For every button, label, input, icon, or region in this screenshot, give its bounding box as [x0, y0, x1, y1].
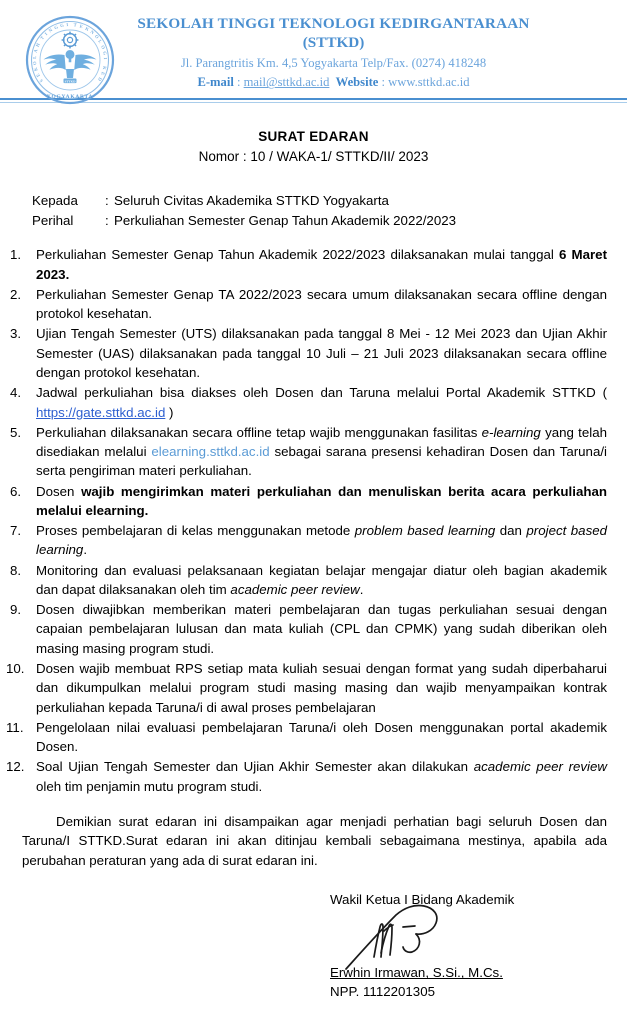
svg-text:G: G — [53, 24, 59, 31]
clause-text: Perkuliahan Semester Genap Tahun Akademik 2022/2023 dilaksanakan mulai tanggal — [36, 247, 559, 263]
svg-text:H: H — [34, 42, 41, 48]
clause-text: Perkuliahan Semester Genap TA 2022/2023 secara umum dilaksanakan secara offline dengan protokol kesehatan. — [36, 286, 607, 322]
svg-text:T: T — [39, 35, 46, 41]
svg-text:A: A — [32, 48, 39, 54]
meta-label: Perihal — [32, 213, 74, 229]
clause-item — [0, 659, 607, 717]
clause-text: Dosen — [36, 483, 82, 499]
document-number: Nomor : 10 / WAKA-1/ STTKD/II/ 2023 — [198, 149, 429, 164]
institution-name: SEKOLAH TINGGI TEKNOLOGI KEDIRGANTARAAN — [137, 15, 530, 32]
clause-text-italic: problem based learning — [354, 523, 496, 539]
email-value[interactable]: mail@sttkd.ac.id — [243, 75, 330, 90]
svg-text:N: N — [89, 29, 96, 36]
svg-text:L: L — [97, 38, 104, 45]
signatory-name: Erwhin Irmawan, S.Si., M.Cs. — [330, 965, 503, 981]
clause-text: yang telah disediakan melalui — [36, 424, 608, 460]
clause-text: . — [83, 542, 88, 558]
sttkd-seal-logo — [24, 14, 116, 106]
page-title: SURAT EDARAN — [258, 129, 369, 144]
letterhead — [0, 0, 627, 112]
signature-block — [0, 892, 627, 999]
clause-item — [0, 245, 607, 284]
clause-text: oleh tim penjamin mutu program studi. — [36, 778, 263, 794]
svg-text:S: S — [38, 78, 44, 84]
email-separator: : — [233, 75, 244, 90]
clause-text: Perkuliahan dilaksanakan secara offline tetap wajib menggunakan fasilitas — [36, 424, 482, 440]
clause-item — [0, 600, 607, 658]
clause-text: Jadwal perkuliahan bisa diakses oleh Dosen dan Taruna melalui Portal Akademik STTKD ( — [36, 385, 607, 401]
clause-item — [0, 383, 607, 422]
clause-text: Ujian Tengah Semester (UTS) dilaksanakan pada tanggal 8 Mei - 12 Mei 2023 dan Ujian Akhir Semester (UAS) dilaksanakan pada tanggal 10 Juli – 21 Juli 2023 dilaksanakan secara offline dengan protokol kesehatan. — [36, 326, 607, 380]
meta-separator: : — [105, 213, 109, 229]
meta-separator: : — [105, 193, 109, 208]
email-label: E-mail — [197, 75, 234, 90]
svg-text:STTKD: STTKD — [64, 79, 76, 84]
svg-text:E: E — [79, 23, 84, 30]
svg-text:I: I — [102, 57, 109, 60]
portal-akademik-link[interactable]: https://gate.sttkd.ac.id — [36, 404, 166, 420]
website-value[interactable]: www.sttkd.ac.id — [388, 75, 470, 90]
svg-text:K: K — [32, 66, 39, 72]
svg-text:G: G — [59, 22, 65, 29]
svg-text:N: N — [47, 27, 54, 34]
svg-text:E: E — [99, 71, 106, 76]
svg-text:K: K — [84, 25, 90, 32]
meta-value: Perkuliahan Semester Genap Tahun Akademik 2022/2023 — [114, 213, 457, 229]
clause-item — [0, 285, 607, 324]
meta-row — [32, 191, 627, 211]
elearning-link[interactable]: elearning.sttkd.ac.id — [151, 444, 270, 460]
clause-text: Dosen wajib membuat RPS setiap mata kuliah sesuai dengan format yang sudah diperbaharui dan dikumpulkan melalui program studi masing masing dan wajib menyampaikan kontrak perkuliahan kepada Taruna/i di awal proses pembelajaran — [36, 660, 607, 715]
clause-text-bold: 6 Maret 2023. — [36, 247, 608, 282]
clause-text-italic: project based learning — [36, 523, 608, 558]
clause-text: Monitoring dan evaluasi pelaksanaan kegiatan belajar mengajar diatur oleh bagian akademik dan dapat dilaksanakan oleh tim — [36, 562, 607, 597]
closing-paragraph: Demikian surat edaran ini disampaikan agar menjadi perhatian bagi seluruh Dosen dan Taruna/I STTKD.Surat edaran ini akan ditinjau kembali sebagaimana mestinya, apabila ada perubahan peraturan yang ada di surat edaran ini. — [22, 813, 607, 868]
svg-text:D: D — [96, 76, 103, 82]
institution-abbreviation: (STTKD) — [302, 34, 365, 52]
document-title-block — [0, 129, 627, 164]
clause-item — [0, 521, 607, 560]
svg-text:E: E — [35, 72, 41, 78]
clause-text: Dosen diwajibkan memberikan materi pembelajaran dan tugas perkuliahan sesuai dengan capaian pembelajaran lulusan dan mata kuliah (CPL dan CPMK) yang sudah diberikan oleh masing masing program studi. — [36, 602, 607, 656]
svg-text:G: G — [102, 50, 108, 56]
institution-contact — [70, 73, 597, 91]
clause-text: Soal Ujian Tengah Semester dan Ujian Akhir Semester akan dilakukan — [36, 759, 474, 775]
clause-list — [0, 245, 607, 795]
clause-item — [0, 757, 607, 796]
svg-text:I: I — [66, 22, 69, 28]
svg-text:YOGYAKARTA: YOGYAKARTA — [46, 94, 94, 100]
clause-text: dan — [495, 523, 527, 539]
svg-text:O: O — [31, 61, 38, 66]
clause-text-italic: academic peer review — [473, 759, 607, 775]
svg-text:K: K — [101, 65, 108, 71]
meta-value: Seluruh Civitas Akademika STTKD Yogyakarta — [114, 193, 389, 208]
signatory-npp: NPP. 1112201305 — [330, 984, 435, 1000]
svg-text:L: L — [32, 55, 38, 59]
clause-text-italic: e-learning — [481, 424, 541, 440]
svg-text:O: O — [100, 44, 107, 50]
clause-text: Pengelolaan nilai evaluasi pembelajaran Taruna/i oleh Dosen menggunakan portal akademik Dosen. — [36, 719, 607, 755]
handwritten-signature — [340, 907, 627, 969]
signatory-role: Wakil Ketua I Bidang Akademik — [330, 892, 515, 908]
clause-item — [0, 718, 607, 757]
meta-label: Kepada — [32, 193, 78, 208]
clause-text: Proses pembelajaran di kelas menggunakan metode — [36, 523, 355, 539]
clause-item — [0, 324, 607, 382]
website-separator: : — [378, 75, 389, 90]
website-label: Website — [335, 75, 379, 90]
clause-text-italic: academic peer review — [230, 581, 360, 597]
clause-text: ) — [165, 404, 174, 420]
clause-item — [0, 561, 607, 600]
clause-item — [0, 423, 607, 481]
meta-row — [32, 211, 627, 231]
svg-text:O: O — [93, 33, 100, 40]
clause-text-bold: wajib mengirimkan materi perkuliahan dan menuliskan berita acara perkuliahan melalui elearning. — [36, 483, 607, 518]
institution-address: Jl. Parangtritis Km. 4,5 Yogyakarta Telp/Fax. (0274) 418248 — [180, 56, 487, 71]
recipient-meta-block — [32, 191, 627, 231]
clause-text: sebagai sarana presensi kehadiran Dosen dan Taruna/i serta pengiriman materi perkuliahan. — [36, 444, 607, 479]
svg-text:T: T — [73, 22, 78, 28]
clause-text: . — [359, 581, 364, 597]
clause-item — [0, 482, 607, 521]
svg-text:I: I — [43, 31, 49, 37]
